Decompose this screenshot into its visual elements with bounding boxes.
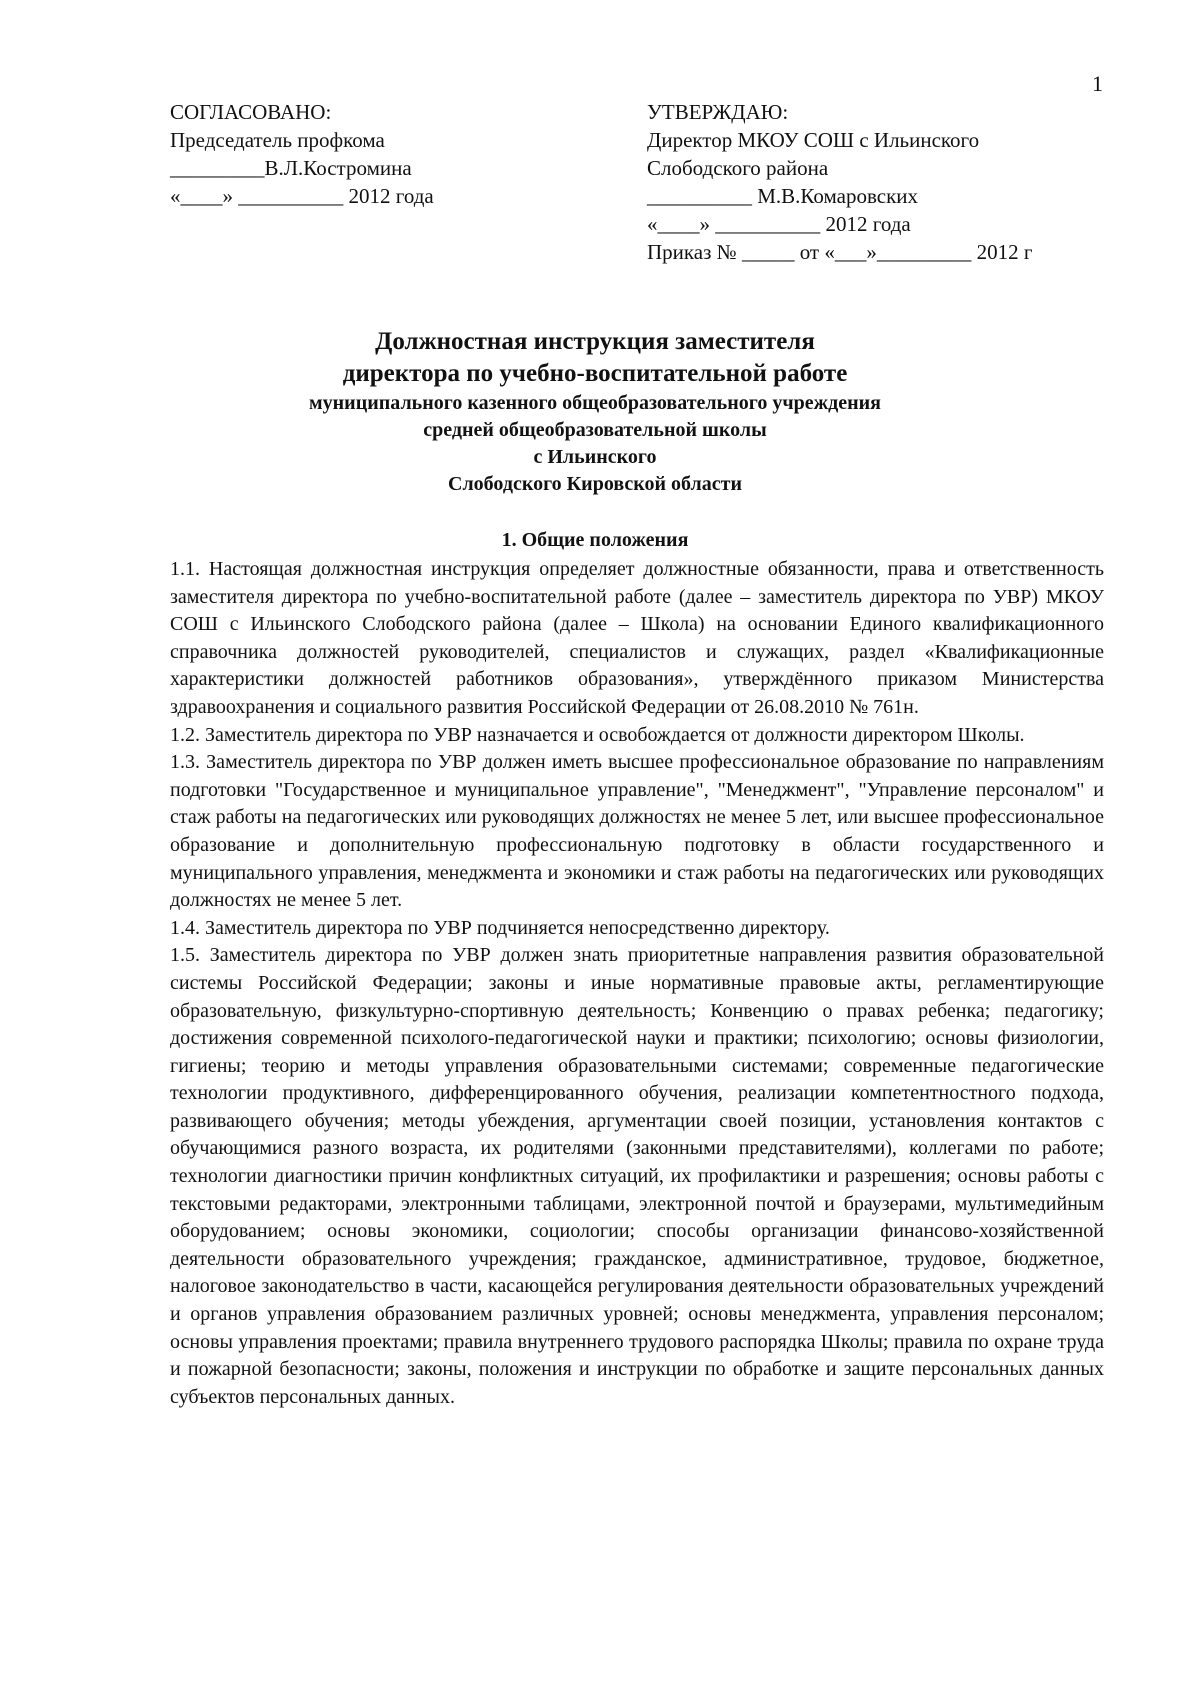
approved-district: Слободского района	[647, 156, 829, 180]
agreed-position: Председатель профкома	[170, 128, 385, 152]
page-number: 1	[1092, 71, 1103, 96]
agreed-heading: СОГЛАСОВАНО:	[170, 100, 332, 124]
approval-block-approved	[647, 98, 1107, 266]
approved-date: «____» __________ 2012 года	[647, 212, 911, 236]
approved-position: Директор МКОУ СОШ с Ильинского	[647, 128, 980, 152]
approval-block-agreed	[170, 98, 610, 210]
paragraph-1-4: 1.4. Заместитель директора по УВР подчиняется непосредственно директору.	[170, 916, 830, 939]
approved-signature: __________ М.В.Комаровских	[647, 184, 919, 208]
title-line-6: Слободского Кировской области	[448, 473, 742, 495]
agreed-date: «____» __________ 2012 года	[170, 184, 434, 208]
title-line-2: директора по учебно-воспитательной работе	[342, 360, 848, 387]
approved-order: Приказ № _____ от «___»_________ 2012 г	[647, 240, 1033, 264]
paragraph-1-3: 1.3. Заместитель директора по УВР должен иметь высшее профессиональное образование по направлениям подготовки "Государственное и муниципальное управление", "Менеджмент", "Управление персоналом" и стаж работы на педагогических или руководящих должностях не менее 5 лет, или высшее профессиональное образование и дополнительную профессиональную подготовку в области государственного и муниципального управления, менеджмента и экономики и стаж работы на педагогических или руководящих должностях не менее 5 лет.	[170, 751, 1104, 912]
title-line-5: с Ильинского	[533, 446, 657, 468]
title-line-4: средней общеобразовательной школы	[423, 419, 767, 441]
approved-heading: УТВЕРЖДАЮ:	[647, 100, 789, 124]
agreed-signature: _________В.Л.Костромина	[170, 156, 412, 180]
paragraph-1-2: 1.2. Заместитель директора по УВР назначается и освобождается от должности директором Школы.	[170, 723, 1025, 746]
document-title	[0, 326, 1190, 498]
paragraph-1-5: 1.5. Заместитель директора по УВР должен знать приоритетные направления развития образовательной системы Российской Федерации; законы и иные нормативные правовые акты, регламентирующие образовательную, физкультурно-спортивную деятельность; Конвенцию о правах ребенка; педагогику; достижения современной психолого-педагогической науки и практики; психологию; основы физиологии, гигиены; теорию и методы управления образовательными системами; современные педагогические технологии продуктивного, дифференцированного обучения, реализации компетентностного подхода, развивающего обучения; методы убеждения, аргументации своей позиции, установления контактов с обучающимися разного возраста, их родителями (законными представителями), коллегами по работе; технологии диагностики причин конфликтных ситуаций, их профилактики и разрешения; основы работы с текстовыми редакторами, электронными таблицами, электронной почтой и браузерами, мультимедийным оборудованием; основы экономики, социологии; способы организации финансово-хозяйственной деятельности образовательного учреждения; гражданское, административное, трудовое, бюджетное, налоговое законодательство в части, касающейся регулирования деятельности образовательных учреждений и органов управления образованием различных уровней; основы менеджмента, управления персоналом; основы управления проектами; правила внутреннего трудового распорядка Школы; правила по охране труда и пожарной безопасности; законы, положения и инструкции по обработке и защите персональных данных субъектов персональных данных.	[170, 944, 1104, 1408]
title-line-1: Должностная инструкция заместителя	[375, 328, 815, 355]
title-line-3: муниципального казенного общеобразовательного учреждения	[309, 392, 881, 414]
section-body	[170, 556, 1104, 1411]
section-heading: 1. Общие положения	[501, 529, 689, 551]
paragraph-1-1: 1.1. Настоящая должностная инструкция определяет должностные обязанности, права и ответственность заместителя директора по учебно-воспитательной работе (далее – заместитель директора по УВР) МКОУ СОШ с Ильинского Слободского района (далее – Школа) на основании Единого квалификационного справочника должностей руководителей, специалистов и служащих, раздел «Квалификационные характеристики должностей работников образования», утверждённого приказом Министерства здравоохранения и социального развития Российской Федерации от 26.08.2010 № 761н.	[170, 558, 1104, 718]
